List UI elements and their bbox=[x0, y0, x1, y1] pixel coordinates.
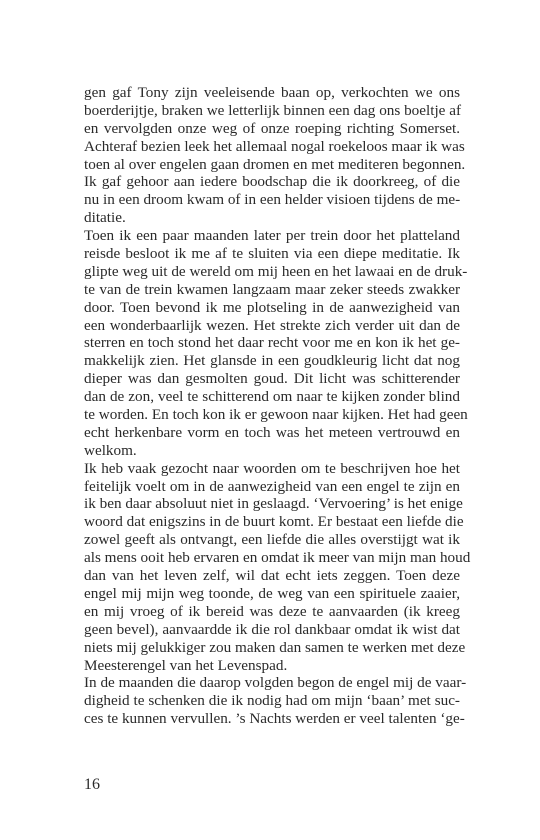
text-line: feitelijk voelt om in de aanwezigheid van een engel te zijn en bbox=[84, 477, 460, 495]
text-line: welkom. bbox=[84, 441, 137, 459]
text-line: engel mij mijn weg toonde, de weg van een spirituele zaaier, bbox=[84, 584, 460, 602]
page-number: 16 bbox=[84, 776, 100, 793]
text-line: te van de trein kwamen langzaam maar zeker steeds zwakker bbox=[84, 280, 460, 298]
text-line: dan van het leven zelf, wil dat echt iets zeggen. Toen deze bbox=[84, 567, 460, 585]
paragraph bbox=[84, 459, 471, 675]
text-line: Meesterengel van het Levenspad. bbox=[84, 656, 288, 674]
text-line: Ik gaf gehoor aan iedere boodschap die ik doorkreeg, of die bbox=[84, 173, 460, 191]
text-line: en vervolgden onze weg of onze roeping richting Somerset. bbox=[84, 119, 460, 137]
text-line: als mens ooit heb ervaren en omdat ik meer van mijn man houd bbox=[84, 549, 471, 567]
text-line: reisde besloot ik me af te sluiten via een diepe meditatie. Ik bbox=[84, 245, 460, 263]
text-line: door. Toen bevond ik me plotseling in de aanwezigheid van bbox=[84, 298, 460, 316]
text-line: zowel geeft als ontvangt, een liefde die alles overstijgt wat ik bbox=[84, 531, 460, 549]
text-line: glipte weg uit de wereld om mij heen en het lawaai en de druk- bbox=[84, 262, 468, 280]
paragraph bbox=[84, 674, 467, 728]
text-line: nu in een droom kwam of in een helder visioen tijdens de me- bbox=[84, 191, 461, 209]
text-line: gen gaf Tony zijn veeleisende baan op, verkochten we ons bbox=[84, 84, 460, 101]
paragraph bbox=[84, 227, 468, 460]
paragraph bbox=[84, 84, 466, 227]
text-line: niets mij gelukkiger zou maken dan samen te werken met deze bbox=[84, 638, 466, 656]
text-line: Toen ik een paar maanden later per trein door het platteland bbox=[84, 227, 460, 245]
text-line: en mij vroeg of ik bereid was deze te aanvaarden (ik kreeg bbox=[84, 602, 460, 620]
text-line: ditatie. bbox=[84, 209, 126, 227]
text-line: dieper was dan gesmolten goud. Dit licht was schitterender bbox=[84, 370, 460, 388]
text-line: ces te kunnen vervullen. ’s Nachts werden er veel talenten ‘ge- bbox=[84, 710, 465, 728]
text-line: Achteraf bezien leek het allemaal nogal roekeloos maar ik was bbox=[84, 137, 465, 155]
text-line: woord dat enigszins in de buurt komt. Er bestaat een liefde die bbox=[84, 513, 464, 531]
body-text bbox=[84, 84, 471, 728]
text-line: een wonderbaarlijk wezen. Het strekte zich verder uit dan de bbox=[84, 316, 460, 334]
text-line: geen bevel), aanvaardde ik die rol dankbaar omdat ik wist dat bbox=[84, 620, 460, 638]
text-line: makkelijk zien. Het glansde in een goudkleurig licht dat nog bbox=[84, 352, 460, 370]
text-line: te worden. En toch kon ik er gewoon naar kijken. Het had geen bbox=[84, 406, 468, 424]
text-line: In de maanden die daarop volgden begon de engel mij de vaar- bbox=[84, 674, 467, 692]
text-line: digheid te schenken die ik nodig had om mijn ‘baan’ met suc- bbox=[84, 692, 460, 710]
text-line: sterren en toch stond het daar recht voor me en kon ik het ge- bbox=[84, 334, 460, 352]
text-line: Ik heb vaak gezocht naar woorden om te beschrijven hoe het bbox=[84, 459, 460, 477]
text-line: echt herkenbare vorm en toch was het meteen vertrouwd en bbox=[84, 423, 460, 441]
text-line: toen al over engelen gaan dromen en met mediteren begonnen. bbox=[84, 155, 466, 173]
text-line: ik ben daar absoluut niet in geslaagd. ‘Vervoering’ is het enige bbox=[84, 495, 463, 513]
text-line: boerderijtje, braken we letterlijk binnen een dag ons boeltje af bbox=[84, 101, 462, 119]
text-line: dan de zon, veel te schitterend om naar te kijken zonder blind bbox=[84, 388, 460, 406]
